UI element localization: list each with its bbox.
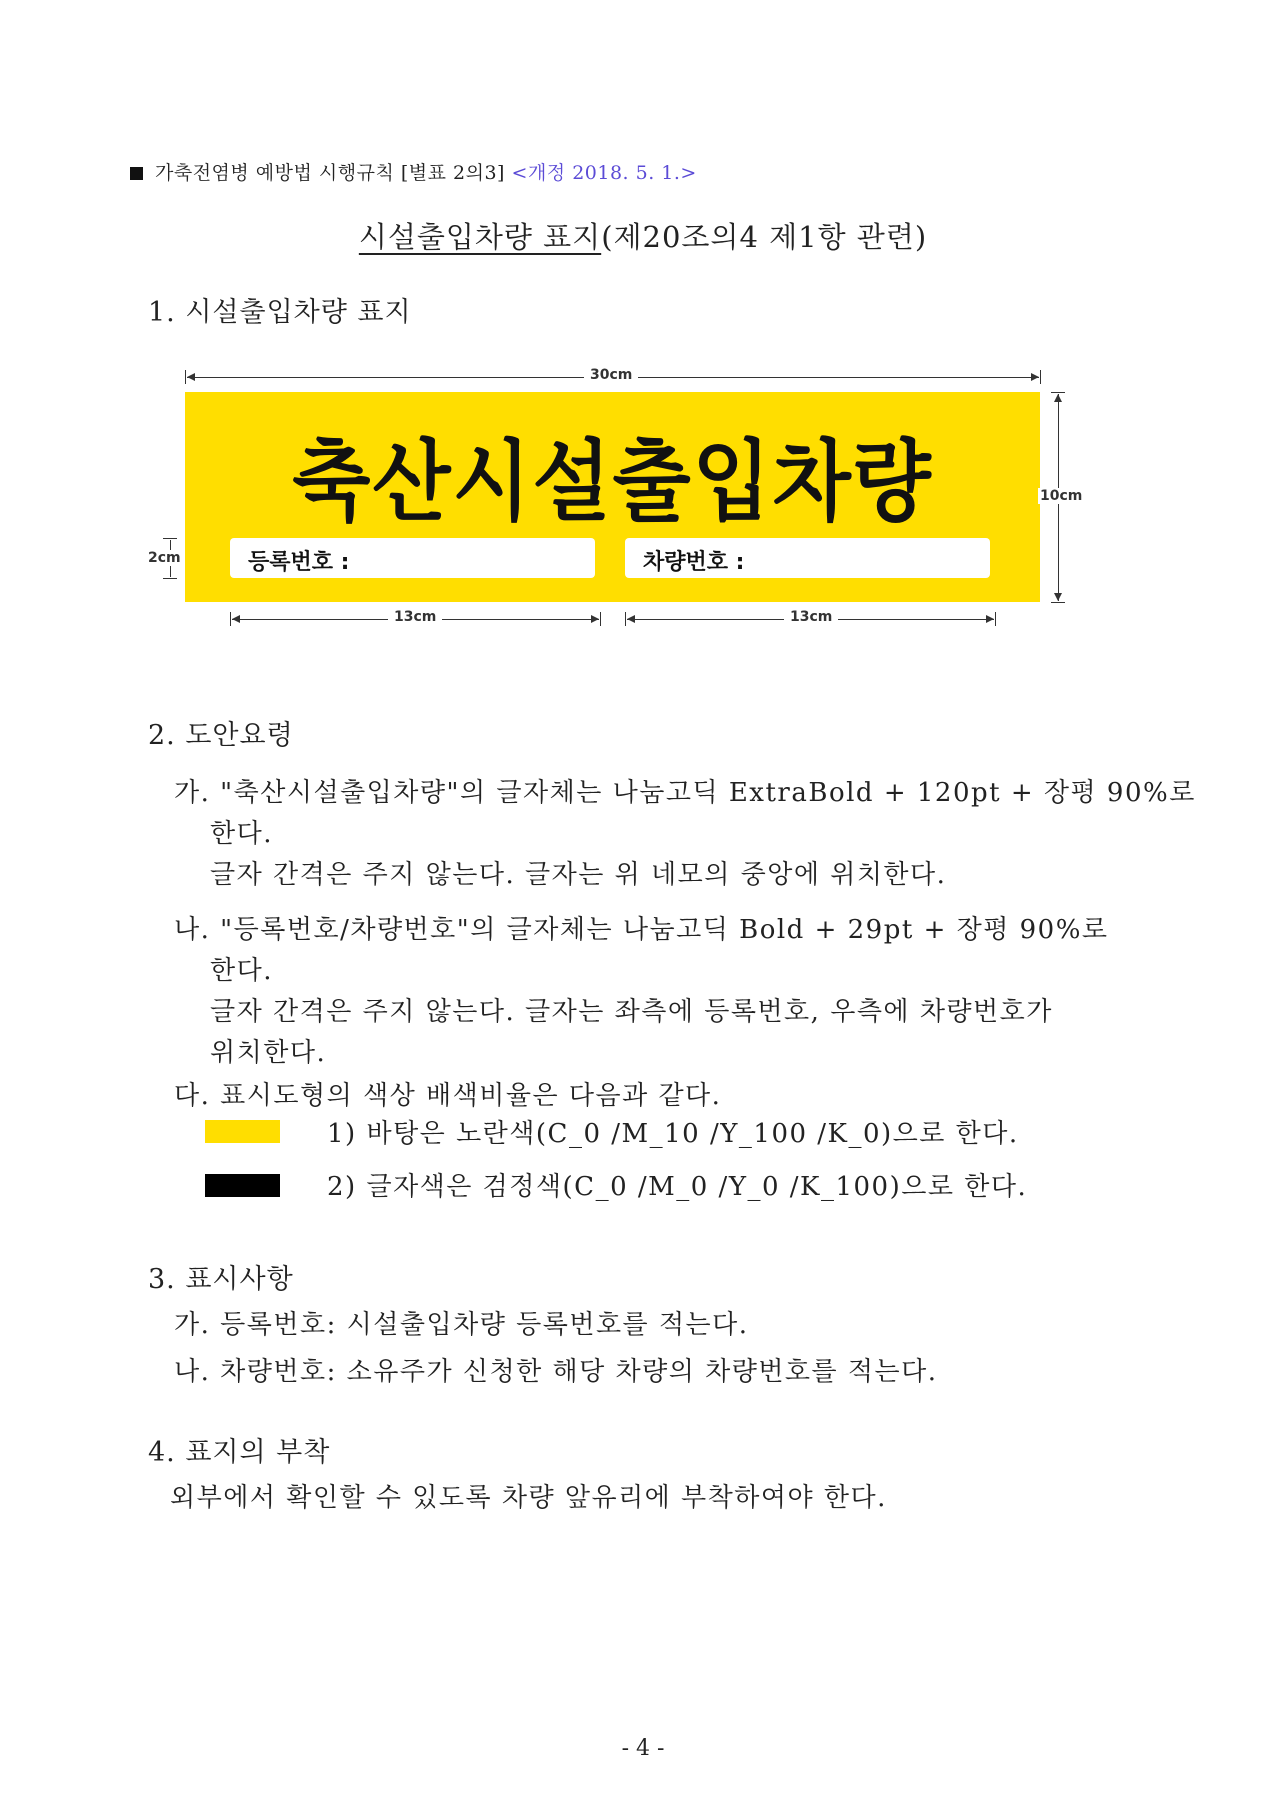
dim-tick bbox=[600, 612, 601, 626]
arrow-right-icon bbox=[1031, 373, 1039, 381]
section4-body: 외부에서 확인할 수 있도록 차량 앞유리에 부착하여야 한다. bbox=[170, 1483, 887, 1513]
section2-ga-line3: 글자 간격은 주지 않는다. 글자는 위 네모의 중앙에 위치한다. bbox=[210, 860, 947, 890]
section2-na-line3: 글자 간격은 주지 않는다. 글자는 좌측에 등록번호, 우측에 차량번호가 bbox=[210, 997, 1053, 1027]
section3-na: 나. 차량번호: 소유주가 신청한 해당 차량의 차량번호를 적는다. bbox=[174, 1357, 938, 1387]
sign-field-registration-label: 등록번호 : bbox=[248, 550, 350, 575]
arrow-right-icon bbox=[986, 615, 994, 623]
title-suffix: (제20조의4 제1항 관련) bbox=[601, 220, 928, 254]
arrow-left-icon bbox=[187, 373, 195, 381]
section3-heading: 3. 표시사항 bbox=[148, 1264, 294, 1295]
arrow-left-icon bbox=[627, 615, 635, 623]
dimension-label-field-left: 13cm bbox=[388, 609, 442, 625]
square-bullet-icon bbox=[130, 167, 143, 180]
section2-heading: 2. 도안요령 bbox=[148, 720, 294, 751]
dim-tick bbox=[185, 370, 186, 384]
dim-tick bbox=[625, 612, 626, 626]
dim-tick bbox=[163, 578, 177, 579]
section2-ga-line1: 가. "축산시설출입차량"의 글자체는 나눔고딕 ExtraBold + 120pt + 장평 90%로 bbox=[174, 778, 1196, 808]
dim-tick bbox=[995, 612, 996, 626]
dimension-label-field-right: 13cm bbox=[784, 609, 838, 625]
yellow-color-swatch bbox=[205, 1120, 280, 1143]
sign-title: 축산시설출입차량 bbox=[292, 430, 933, 533]
arrow-right-icon bbox=[591, 615, 599, 623]
revision-note: <개정 2018. 5. 1.> bbox=[511, 162, 697, 184]
section2-na-line1: 나. "등록번호/차량번호"의 글자체는 나눔고딕 Bold + 29pt + 장평 90%로 bbox=[174, 915, 1109, 945]
section2-da-line1: 다. 표시도형의 색상 배색비율은 다음과 같다. bbox=[174, 1081, 722, 1111]
section3-ga: 가. 등록번호: 시설출입차량 등록번호를 적는다. bbox=[174, 1310, 749, 1340]
sign-field-vehicle-number-label: 차량번호 : bbox=[643, 550, 745, 575]
vehicle-sign-figure bbox=[185, 392, 1040, 602]
arrow-up-icon bbox=[1054, 394, 1062, 402]
arrow-down-icon bbox=[1054, 593, 1062, 601]
section2-color2: 2) 글자색은 검정색(C_0 /M_0 /Y_0 /K_100)으로 한다. bbox=[327, 1172, 1028, 1202]
dim-tick bbox=[1040, 370, 1041, 384]
sign-field-registration bbox=[230, 538, 595, 578]
section2-ga-line2: 한다. bbox=[210, 819, 273, 849]
sign-field-vehicle-number bbox=[625, 538, 990, 578]
dim-tick bbox=[1051, 392, 1065, 393]
header-text: 가축전염병 예방법 시행규칙 [별표 2의3] bbox=[155, 162, 505, 184]
section2-color1: 1) 바탕은 노란색(C_0 /M_10 /Y_100 /K_0)으로 한다. bbox=[327, 1119, 1019, 1149]
black-color-swatch bbox=[205, 1174, 280, 1197]
section1-heading: 1. 시설출입차량 표지 bbox=[148, 297, 412, 328]
document-header bbox=[130, 158, 697, 185]
arrow-left-icon bbox=[232, 615, 240, 623]
section2-na-line2: 한다. bbox=[210, 956, 273, 986]
section2-na-line4: 위치한다. bbox=[210, 1038, 327, 1068]
dimension-label-height: 10cm bbox=[1040, 488, 1083, 504]
dimension-label-field-height: 2cm bbox=[148, 550, 181, 566]
dim-tick bbox=[1051, 602, 1065, 603]
page-number: - 4 - bbox=[621, 1736, 665, 1761]
title-main: 시설출입차량 표지 bbox=[358, 220, 602, 254]
dim-tick bbox=[230, 612, 231, 626]
dim-tick bbox=[163, 538, 177, 539]
page-title bbox=[0, 215, 1286, 256]
dimension-label-width: 30cm bbox=[584, 367, 638, 383]
section4-heading: 4. 표지의 부착 bbox=[148, 1437, 331, 1468]
